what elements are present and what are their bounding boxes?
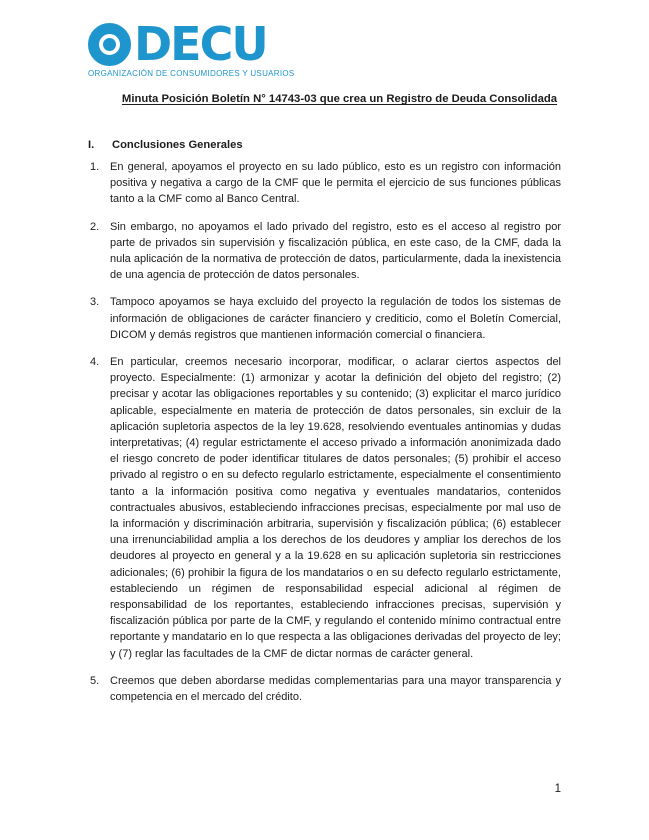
conclusions-list (88, 159, 561, 705)
list-item (88, 294, 561, 343)
list-item (88, 159, 561, 208)
list-item (88, 354, 561, 662)
list-item-number: 1. (90, 161, 100, 173)
list-item-text: Creemos que deben abordarse medidas complementarias para una mayor transparencia y competencia en el mercado del crédito. (110, 674, 561, 704)
logo-tagline: ORGANIZACIÓN DE CONSUMIDORES Y USUARIOS (88, 69, 295, 78)
odecu-dot-icon (103, 38, 116, 51)
list-item-number: 3. (90, 296, 100, 309)
list-item-number: 5. (90, 674, 100, 687)
logo-wordmark (88, 16, 278, 71)
list-item-number: 2. (90, 220, 100, 233)
list-item-text: Tampoco apoyamos se haya excluido del proyecto la regulación de todos los sistemas de información de obligaciones de carácter financiero y crediticio, como el Boletín Comercial, DICOM y demás registros que mantienen información comercial o financiera. (110, 296, 561, 341)
list-item-text: Sin embargo, no apoyamos el lado privado del registro, esto es el acceso al registro por parte de privados sin supervisión y fiscalización pública, en este caso, de la CMF, dada la nula aplicación de la normativa de protección de datos, particularmente, dada la inexistencia de una agencia de protección de datos personales. (110, 220, 561, 282)
section-heading (88, 138, 561, 153)
list-item (88, 673, 561, 705)
page-number: 1 (554, 783, 561, 795)
odecu-ring-o-icon (88, 23, 131, 66)
list-item-number: 4. (90, 356, 100, 369)
odecu-logo (88, 16, 295, 78)
logo-wordmark-letters: DECU (134, 16, 267, 71)
document-title: Minuta Posición Boletín N° 14743-03 que crea un Registro de Deuda Consolidada (121, 93, 558, 105)
section-heading-label: Conclusiones Generales (112, 139, 243, 151)
list-item (88, 219, 561, 284)
list-item-text: En particular, creemos necesario incorporar, modificar, o aclarar ciertos aspectos del proyecto. Especialmente: (1) armonizar y acotar la definición del objeto del registro; (2) precisar y acotar las obligaciones reportables y su contenido; (3) explicitar el marco jurídico aplicable, especialmente en materia de protección de datos personales, sin excluir de la aplicación supletoria aspectos de la ley 19.628, resolviendo eventuales antinomias y dudas interpretativas; (4) regular estrictamente el acceso privado a información anonimizada dado el riesgo concreto de poder identificar titulares de datos personales; (5) prohibir el acceso privado al registro o en su defecto regularlo estrictamente, especialmente el consentimiento tanto a la información positiva como negativa y eventuales mandatarios, contenidos contractuales abusivos, estableciendo infracciones precisas, especialmente por mal uso de la información y discriminación arbitraria, supervisión y fiscalización pública; (6) establecer una irrenunciabilidad amplia a los derechos de los deudores y ampliar los derechos de los deudores al proyecto en general y a la 19.628 en su aplicación supletoria sin restricciones adicionales; (6) prohibir la figura de los mandatarios o en su defecto regularlo estrictamente, estableciendo un régimen de responsabilidad especial adicional al régimen de responsabilidad de los reportantes, estableciendo infracciones precisas, supervisión y fiscalización pública por parte de la CMF, y regulando el contenido mínimo contractual entre reportante y mandatario en lo que respecta a las obligaciones derivadas del proyecto de ley; y (7) reglar las facultades de la CMF de dictar normas de carácter general. (110, 356, 561, 660)
list-item-text: En general, apoyamos el proyecto en su lado público, esto es un registro con información positiva y negativa a cargo de la CMF que le permita el ejercicio de sus funciones públicas tanto a la CMF como al Banco Central. (110, 161, 561, 206)
section-numeral: I. (88, 139, 95, 151)
